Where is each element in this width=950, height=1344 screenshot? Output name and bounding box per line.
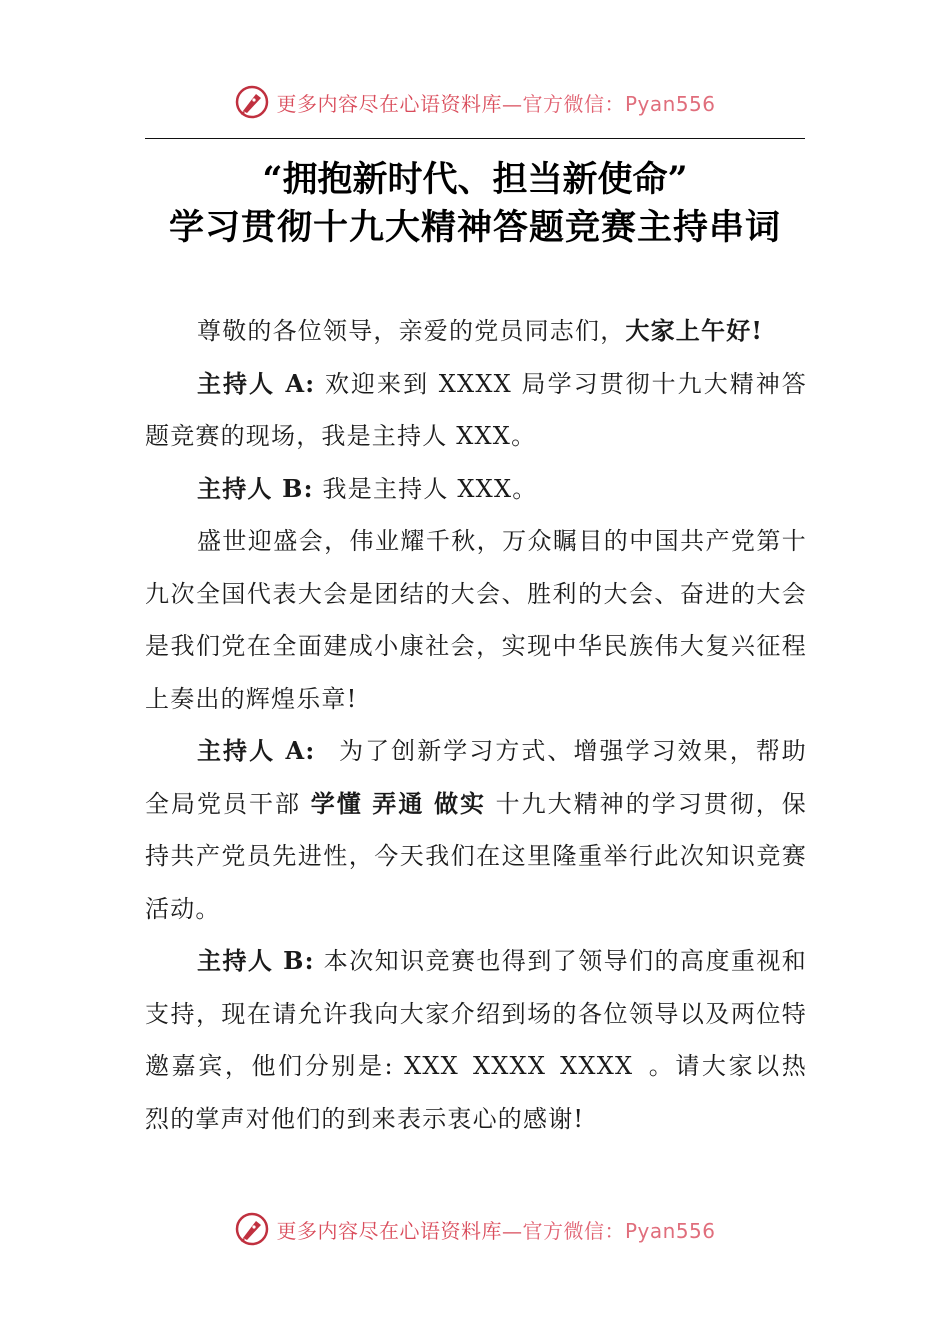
pen-nib-icon (234, 1211, 270, 1247)
header-watermark-banner (0, 82, 950, 122)
paragraph-text: 为了创新学习方式、增强学习效果，帮助全局党员干部 (145, 737, 807, 818)
paragraph-host-a-welcome (145, 358, 807, 463)
paragraph-host-a-purpose (145, 725, 807, 935)
watermark-main: 更多内容尽在心语资料库 (276, 1218, 502, 1243)
speaker-label: 主持人 B: (197, 946, 315, 975)
watermark-dash: — (501, 1218, 523, 1243)
paragraph-host-b-guests (145, 935, 807, 1145)
paragraph-congress (145, 515, 807, 725)
document-body (145, 305, 807, 1145)
watermark-text (276, 1215, 715, 1244)
paragraph-text: 本次知识竞赛也得到了领导们的高度重视和支持，现在请允许我向大家介绍到场的各位领导以及两位特邀嘉宾，他们分别是: (145, 947, 807, 1080)
watermark-wechat-id: Pyan556 (624, 91, 716, 116)
paragraph-text: 欢迎来到 XXXX 局学习贯彻十九大精神答题竞赛的现场，我是主持人 XXX。 (145, 369, 807, 450)
speaker-label: 主持人 B: (197, 473, 314, 503)
header-divider (145, 138, 805, 139)
bold-term: 做实 (434, 788, 487, 818)
speaker-label: 主持人 A: (197, 736, 316, 765)
greeting-text: 尊敬的各位领导，亲爱的党员同志们， (197, 317, 626, 345)
watermark-wechat-id: Pyan556 (624, 1218, 716, 1243)
watermark-dash: — (501, 91, 523, 116)
watermark-main: 更多内容尽在心语资料库 (276, 91, 502, 116)
greeting-bold: 大家上午好! (625, 316, 764, 345)
paragraph-text: 。请大家以热烈的掌声对他们的到来表示衷心的感谢! (145, 1052, 807, 1133)
speaker-label: 主持人 A: (197, 368, 316, 398)
watermark-wechat-label: 官方微信： (522, 1218, 625, 1243)
guest-name: XXXX (560, 1052, 634, 1080)
paragraph-text: 我是主持人 XXX。 (322, 474, 538, 503)
paragraph-greeting (145, 305, 807, 358)
guest-name: XXXX (472, 1052, 547, 1080)
bold-term: 弄通 (372, 788, 425, 818)
document-title-line-2: 学习贯彻十九大精神答题竞赛主持串词 (168, 207, 781, 248)
footer-watermark-banner (0, 1209, 950, 1249)
paragraph-host-b-intro (145, 463, 807, 516)
guest-name: XXX (404, 1052, 459, 1080)
paragraph-text: 盛世迎盛会，伟业耀千秋，万众瞩目的中国共产党第十九次全国代表大会是团结的大会、胜利的大会、奋进的大会是我们党在全面建成小康社会，实现中华民族伟大复兴征程上奏出的辉煌乐章! (145, 527, 807, 713)
watermark-text (276, 88, 715, 117)
watermark-wechat-label: 官方微信： (522, 91, 625, 116)
paragraph-text: 十九大精神的学习贯彻，保持共产党员先进性，今天我们在这里隆重举行此次知识竞赛活动。 (145, 789, 807, 923)
pen-nib-icon (234, 84, 270, 120)
document-title-line-1: “拥抱新时代、担当新使命” (262, 159, 688, 200)
bold-term: 学懂 (310, 788, 363, 818)
